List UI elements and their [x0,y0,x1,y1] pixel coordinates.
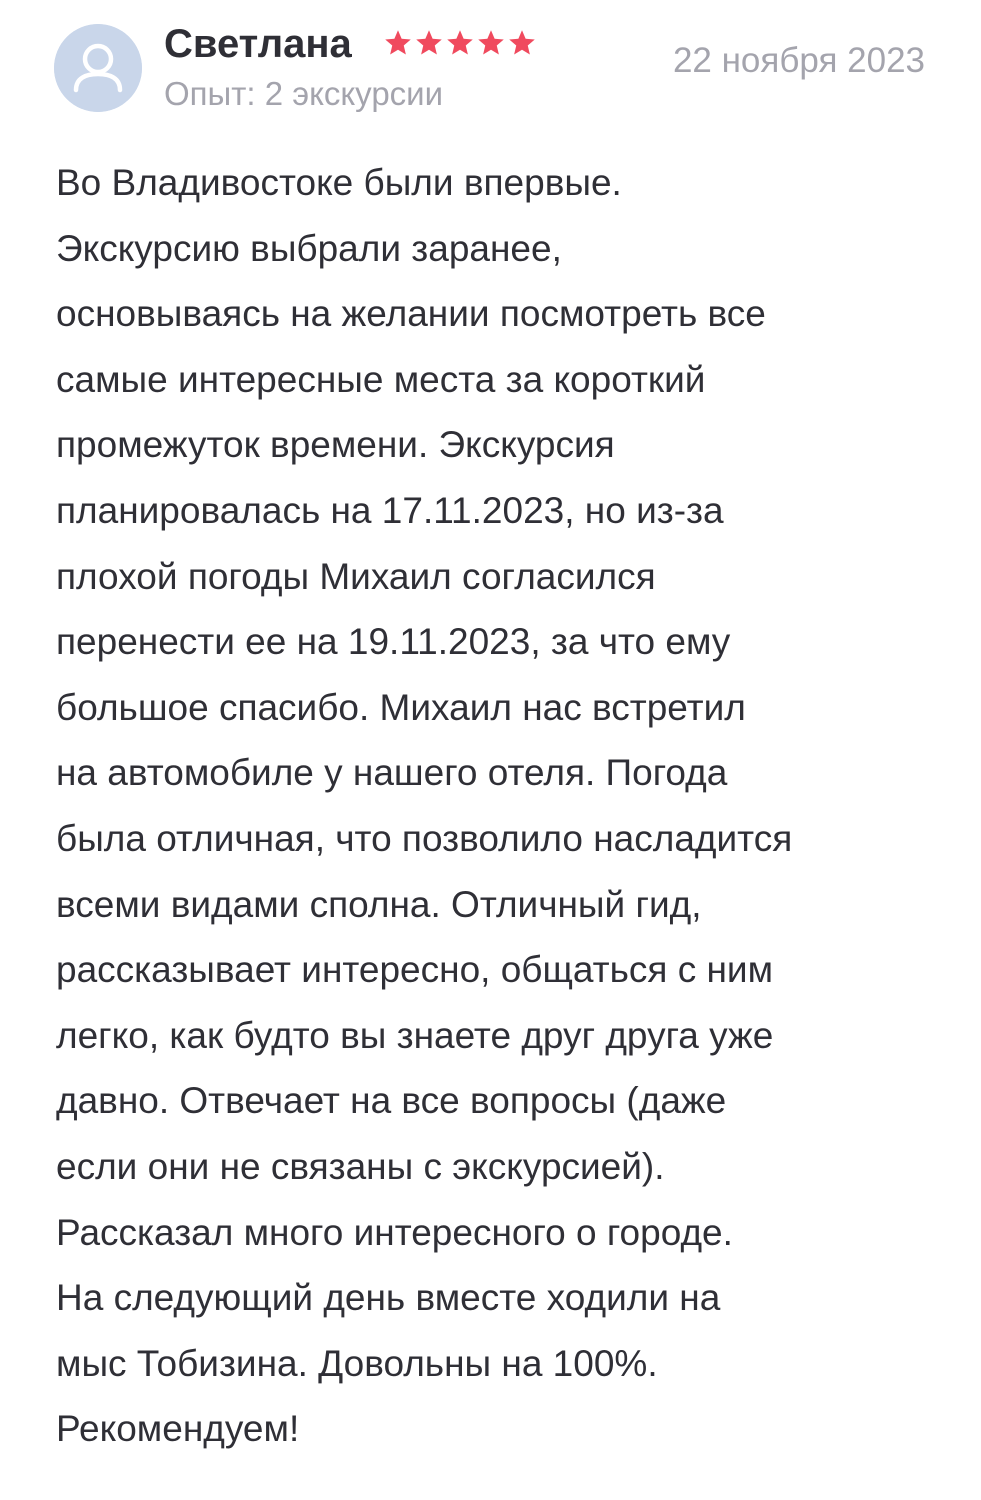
review-text-line: легко, как будто вы знаете друг друга уже [56,1014,774,1056]
review-text-line: была отличная, что позволило насладится [56,817,793,859]
user-silhouette-icon [54,24,142,112]
author-name: Светлана [164,22,352,66]
review-text-line: всеми видами сполна. Отличный гид, [56,883,702,925]
avatar [54,24,142,112]
review-text-line: рассказывает интересно, общаться с ним [56,949,774,991]
review-text-line: самые интересные места за короткий [56,358,706,400]
star-icon [383,28,413,58]
review-text-line: если они не связаны с экскурсией). [56,1145,665,1187]
rating-stars [383,28,537,58]
review-text-line: промежуток времени. Экскурсия [56,424,615,466]
review-text-line: давно. Отвечает на все вопросы (даже [56,1080,727,1122]
review-text-line: мыс Тобизина. Довольны на 100%. [56,1342,658,1384]
star-icon [445,28,475,58]
review-text-line: большое спасибо. Михаил нас встретил [56,686,746,728]
review-text-line: Рекомендуем! [56,1408,300,1450]
author-experience: Опыт: 2 экскурсии [164,75,444,112]
review-text-line: на автомобиле у нашего отеля. Погода [56,752,728,794]
star-icon [414,28,444,58]
review-text-line: планировалась на 17.11.2023, но из-за [56,489,724,531]
review-text-line: перенести ее на 19.11.2023, за что ему [56,621,731,663]
star-icon [476,28,506,58]
review-text [56,150,936,1462]
star-icon [507,28,537,58]
review-text-line: Экскурсию выбрали заранее, [56,227,562,269]
review-text-line: Во Владивостоке были впервые. [56,162,622,203]
review-text-line: На следующий день вместе ходили на [56,1277,721,1319]
review-text-line: Рассказал много интересного о городе. [56,1211,733,1253]
review-date: 22 ноября 2023 [672,41,925,80]
review-text-line: плохой погоды Михаил согласился [56,555,656,597]
review-text-line: основываясь на желании посмотреть все [56,293,766,335]
